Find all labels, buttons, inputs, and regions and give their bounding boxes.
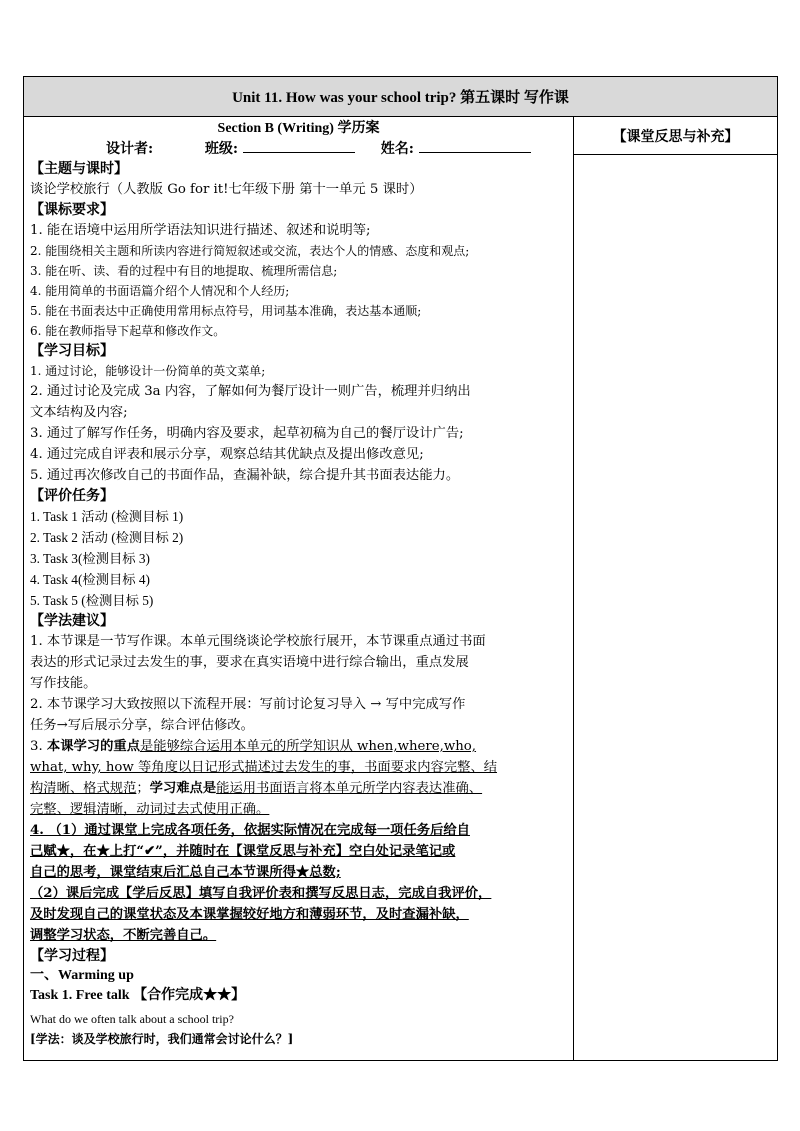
task1-question: What do we often talk about a school trip? [30,1012,234,1026]
task1-tip: [学法：谈及学校旅行时，我们通常会讨论什么？] [30,1032,294,1046]
key-point-text: 是能够综合运用本单元的所学知识从 when,where,who, [140,739,477,754]
goal-line: 文本结构及内容; [30,405,128,420]
advice-key-line [30,799,567,820]
task-item: 2. Task 2 活动 (检测目标 2) [30,530,184,545]
main-column [24,117,574,1060]
advice-key-line [30,757,567,778]
class-label: 班级: [204,141,239,157]
advice-instruction: 及时发现自己的课堂状态及本课掌握较好地方和薄弱环节，及时查漏补缺， [30,907,469,922]
standard-item: 4. 能用简单的书面语篇介绍个人情况和个人经历; [30,284,290,298]
advice-key-line: 3. 本课学习的重点是能够综合运用本单元的所学知识从 when,where,who, [30,739,477,754]
goal-line: 5. 通过再次修改自己的书面作品，查漏补缺，综合提升其书面表达能力。 [30,468,460,483]
goal-line: 1. 通过讨论，能够设计一份简单的英文菜单; [30,364,266,378]
advice-instruction: （2）课后完成【学后反思】填写自我评价表和撰写反思日志，完成自我评价， [30,886,492,901]
standard-item: 1. 能在语境中运用所学语法知识进行描述、叙述和说明等; [30,223,371,238]
topic-text: 谈论学校旅行（人教版 Go for it!七年级下册 第十一单元 5 课时） [30,182,423,197]
task-item: 1. Task 1 活动 (检测目标 1) [30,509,184,524]
advice-line: 2. 本节课学习大致按照以下流程开展：写前讨论复习导入 → 写中完成写作 [30,697,466,712]
goal-line: 2. 通过讨论及完成 3a 内容，了解如何为餐厅设计一则广告，梳理并归纳出 [30,384,471,399]
reflection-header: 【课堂反思与补充】 [574,117,777,155]
advice-instruction: 己赋★，在★上打“✔”，并随时在【课堂反思与补充】空白处记录笔记或 [30,844,456,859]
reflection-notes-area[interactable] [574,155,777,1060]
section-title: Section B (Writing) 学历案 [217,121,380,136]
designer-label: 设计者: [106,141,154,157]
advice-heading: 【学法建议】 [30,613,114,629]
process-heading: 【学习过程】 [30,948,114,964]
advice-line: 表达的形式记录过去发生的事，要求在真实语境中进行综合输出，重点发展 [30,655,469,670]
tasks-heading: 【评价任务】 [30,488,114,504]
advice-key-line [30,778,567,799]
key-point-label: 本课学习的重点 [46,739,140,754]
name-label: 姓名: [380,141,414,157]
task-item: 5. Task 5 (检测目标 5) [30,593,154,608]
difficulty-label: 学习难点是 [149,781,217,796]
difficulty-text: 完整、逻辑清晰，动词过去式使用正确。 [30,802,270,817]
task-item: 4. Task 4(检测目标 4) [30,572,150,587]
advice-instruction: 4. （1）通过课堂上完成各项任务，依据实际情况在完成每一项任务后给自 [30,823,470,838]
key-point-text: 构清晰、格式规范 [30,781,137,796]
key-point-text: ，书面要求内容完整、结 [350,760,498,775]
standards-heading: 【课标要求】 [30,202,114,218]
difficulty-text: 能运用书面语言将本单元所学内容表达准确、 [216,781,483,796]
task1-heading: Task 1. Free talk 【合作完成★★】 [30,988,246,1003]
name-blank[interactable] [419,140,531,153]
advice-instruction: 自己的思考，课堂结束后汇总自己本节课所得★总数; [30,865,341,880]
topic-heading: 【主题与课时】 [30,161,128,177]
info-line [30,139,567,159]
advice-line: 写作技能。 [30,676,97,691]
warming-up-heading: 一、Warming up [30,968,134,983]
task-item: 3. Task 3(检测目标 3) [30,551,150,566]
goal-line: 4. 通过完成自评表和展示分享，观察总结其优缺点及提出修改意见; [30,447,424,462]
page-title: Unit 11. How was your school trip? 第五课时 写作课 [24,77,777,117]
advice-instruction: 调整学习状态，不断完善自己。 [30,928,217,943]
standard-item: 5. 能在书面表达中正确使用常用标点符号，用词基本准确，表达基本通顺; [30,304,422,318]
advice-line: 1. 本节课是一节写作课。本单元围绕谈论学校旅行展开，本节课重点通过书面 [30,634,486,649]
standard-item: 3. 能在听、读、看的过程中有目的地提取、梳理所需信息; [30,264,338,278]
separator: ； [136,781,150,796]
worksheet-table [23,76,778,1061]
goal-line: 3. 通过了解写作任务，明确内容及要求，起草初稿为自己的餐厅设计广告; [30,426,464,441]
standard-item: 6. 能在教师指导下起草和修改作文。 [30,324,226,338]
key-point-text: what, why, how 等角度以日记形式描述过去发生的事 [30,760,351,775]
standard-item: 2. 能围绕相关主题和所读内容进行简短叙述或交流，表达个人的情感、态度和观点; [30,244,470,258]
goals-heading: 【学习目标】 [30,343,114,359]
class-blank[interactable] [243,140,355,153]
advice-line: 任务→写后展示分享，综合评估修改。 [30,718,254,733]
